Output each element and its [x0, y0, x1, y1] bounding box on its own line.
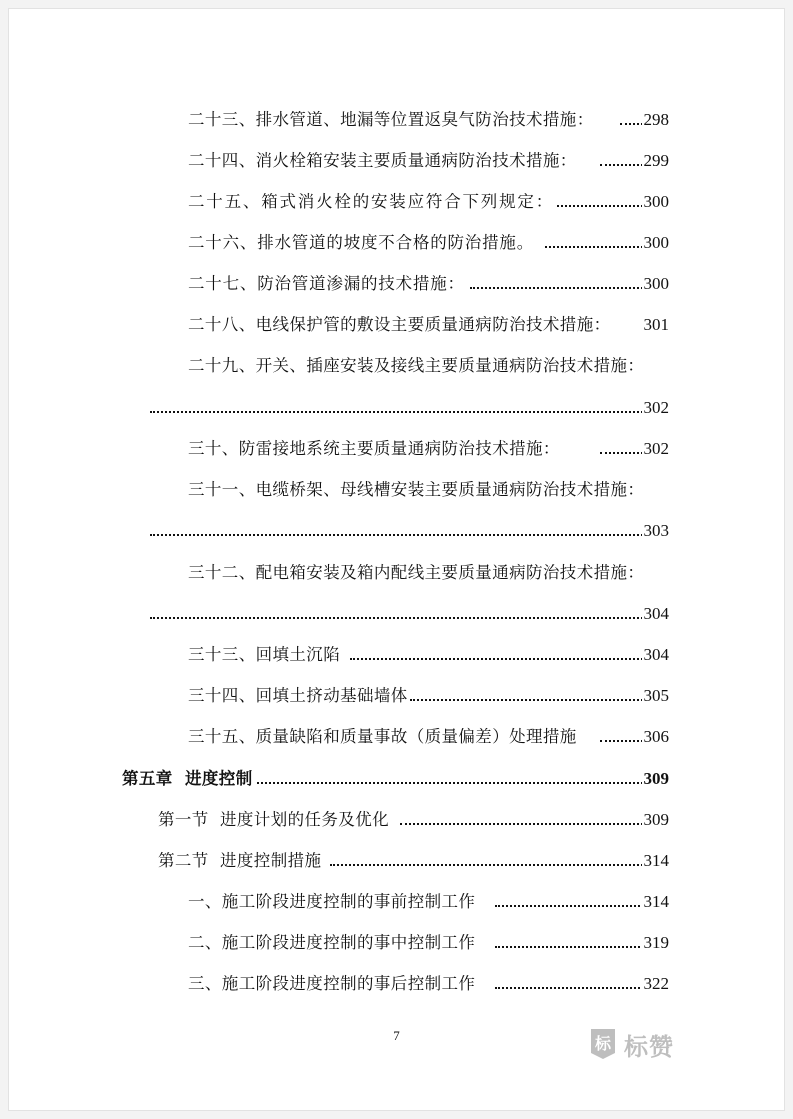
leader-dots	[470, 287, 659, 289]
toc-entry-continuation[interactable]	[0, 394, 793, 422]
toc-section-entry[interactable]	[0, 806, 793, 834]
toc-entry-page: 300	[642, 229, 670, 257]
toc-chapter-entry[interactable]	[0, 765, 793, 793]
toc-entry-label: 一、施工阶段进度控制的事前控制工作	[188, 888, 477, 916]
toc-entry-label: 二、施工阶段进度控制的事中控制工作	[188, 929, 477, 957]
toc-entry-label-line[interactable]	[0, 352, 793, 380]
toc-entry[interactable]	[0, 188, 793, 216]
toc-entry-page: 309	[642, 765, 670, 793]
toc-entry[interactable]	[0, 682, 793, 710]
toc-entry[interactable]	[0, 270, 793, 298]
toc-entry-page: 306	[642, 723, 670, 751]
toc-entry-page: 300	[642, 270, 670, 298]
toc-entry-label: 第二节 进度控制措施	[158, 847, 323, 875]
toc-entry-label: 二十四、消火栓箱安装主要质量通病防治技术措施：	[188, 147, 579, 175]
leader-dots	[400, 823, 659, 825]
watermark-logo	[588, 1024, 674, 1064]
toc-entry-label: 二十五、箱式消火栓的安装应符合下列规定：	[188, 188, 556, 216]
toc-entry-page: 303	[642, 517, 670, 545]
toc-entry-label: 三十四、回填土挤动基础墙体	[188, 682, 410, 710]
toc-entry-page: 299	[642, 147, 670, 175]
leader-dots	[495, 905, 659, 907]
toc-entry-page: 322	[642, 970, 670, 998]
watermark-badge-icon	[588, 1027, 618, 1061]
toc-entry-label: 三十二、配电箱安装及箱内配线主要质量通病防治技术措施：	[188, 559, 646, 587]
toc-entry-label: 第五章 进度控制	[122, 765, 255, 793]
leader-dots	[330, 864, 659, 866]
page-number: 7	[393, 1028, 400, 1043]
leader-dots	[250, 782, 659, 784]
toc-entry-label: 三十、防雷接地系统主要质量通病防治技术措施：	[188, 435, 562, 463]
toc-entry[interactable]	[0, 970, 793, 998]
toc-entry-page: 302	[642, 394, 670, 422]
leader-dots	[150, 411, 659, 413]
toc-entry-page: 298	[642, 106, 670, 134]
toc-entry[interactable]	[0, 888, 793, 916]
leader-dots	[410, 699, 659, 701]
toc-entry-label: 二十九、开关、插座安装及接线主要质量通病防治技术措施：	[188, 352, 646, 380]
toc-entry-page: 301	[642, 311, 670, 339]
toc-entry-continuation[interactable]	[0, 517, 793, 545]
toc-section-entry[interactable]	[0, 847, 793, 875]
toc-entry-label-line[interactable]	[0, 559, 793, 587]
toc-entry-label: 二十八、电线保护管的敷设主要质量通病防治技术措施：	[188, 311, 613, 339]
toc-entry-page: 300	[642, 188, 670, 216]
watermark-badge-glyph: 标	[594, 1034, 612, 1053]
toc-entry-label: 三、施工阶段进度控制的事后控制工作	[188, 970, 477, 998]
watermark-text: 标赞	[624, 1032, 674, 1061]
toc-entry[interactable]	[0, 435, 793, 463]
toc-entry-continuation[interactable]	[0, 600, 793, 628]
leader-dots	[495, 946, 659, 948]
toc-entry[interactable]	[0, 147, 793, 175]
toc-entry-label: 三十一、电缆桥架、母线槽安装主要质量通病防治技术措施：	[188, 476, 646, 504]
toc-entry-label: 三十五、质量缺陷和质量事故（质量偏差）处理措施	[188, 723, 579, 751]
toc-entry-page: 304	[642, 600, 670, 628]
toc-entry[interactable]	[0, 929, 793, 957]
toc-entry[interactable]	[0, 311, 793, 339]
leader-dots	[350, 658, 659, 660]
toc-entry-page: 305	[642, 682, 670, 710]
toc-entry-label: 三十三、回填土沉陷	[188, 641, 342, 669]
toc-entry-page: 309	[642, 806, 670, 834]
toc-entry[interactable]	[0, 106, 793, 134]
toc-entry-label: 二十六、排水管道的坡度不合格的防治措施。	[188, 229, 536, 257]
toc-entry-page: 314	[642, 847, 670, 875]
toc-entry[interactable]	[0, 229, 793, 257]
toc-entry[interactable]	[0, 641, 793, 669]
toc-entry-label: 第一节 进度计划的任务及优化	[158, 806, 391, 834]
leader-dots	[150, 617, 659, 619]
toc-entry-page: 319	[642, 929, 670, 957]
toc-entry-page: 302	[642, 435, 670, 463]
leader-dots	[150, 534, 659, 536]
leader-dots	[495, 987, 659, 989]
toc-entry-page: 314	[642, 888, 670, 916]
toc-entry[interactable]	[0, 723, 793, 751]
toc-entry-label: 二十七、防治管道渗漏的技术措施：	[188, 270, 467, 298]
toc-entry-label-line[interactable]	[0, 476, 793, 504]
toc-entry-label: 二十三、排水管道、地漏等位置返臭气防治技术措施：	[188, 106, 596, 134]
toc-entry-page: 304	[642, 641, 670, 669]
